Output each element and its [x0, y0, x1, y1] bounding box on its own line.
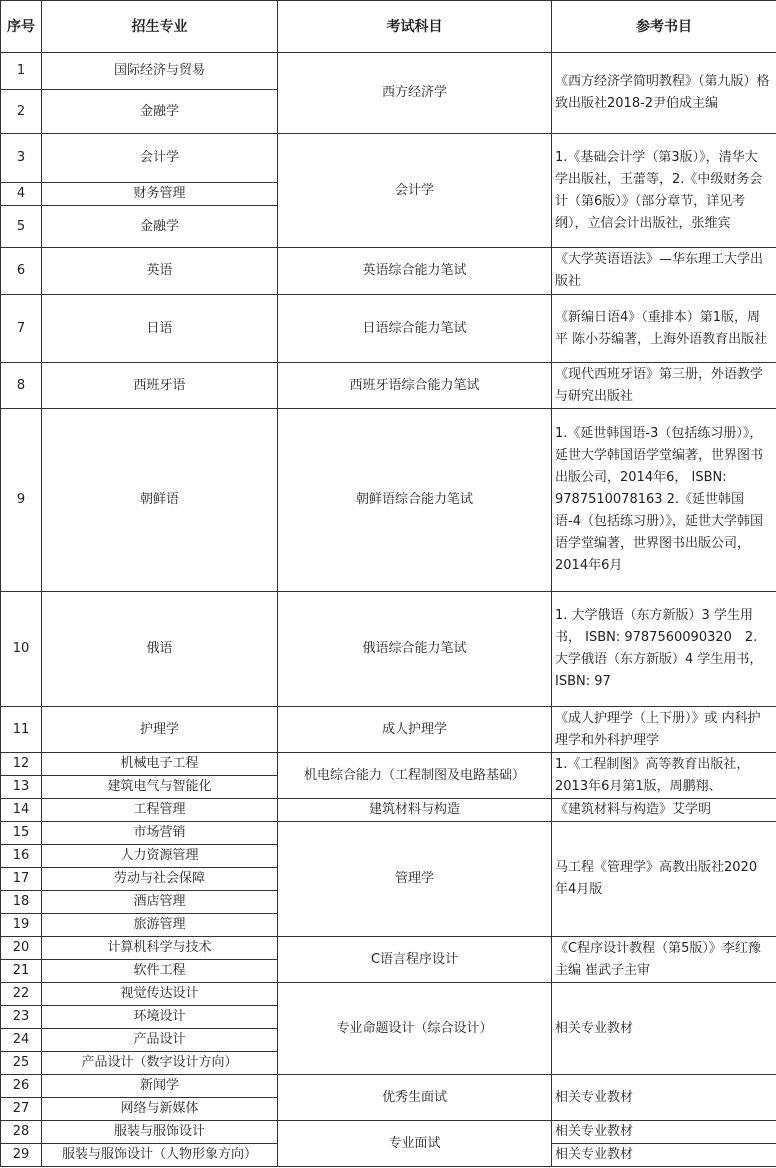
major-cell: 朝鲜语: [42, 409, 278, 592]
seq-cell: 1: [1, 53, 42, 90]
subject-cell: 日语综合能力笔试: [278, 295, 552, 363]
seq-cell: 23: [1, 1006, 42, 1029]
major-cell: 工程管理: [42, 799, 278, 822]
subject-cell: 机电综合能力（工程制图及电路基础）: [278, 753, 552, 799]
major-cell: 产品设计: [42, 1029, 278, 1052]
subject-cell: 专业命题设计（综合设计）: [278, 983, 552, 1075]
table-row: [1, 134, 776, 183]
seq-cell: 16: [1, 845, 42, 868]
major-cell: 劳动与社会保障: [42, 868, 278, 891]
header-books: 参考书目: [552, 1, 776, 53]
seq-cell: 25: [1, 1052, 42, 1075]
seq-cell: 21: [1, 960, 42, 983]
table-row: [1, 1121, 776, 1144]
books-cell: 相关专业教材: [552, 1075, 776, 1121]
major-cell: 财务管理: [42, 183, 278, 206]
seq-cell: 17: [1, 868, 42, 891]
major-cell: 产品设计（数字设计方向）: [42, 1052, 278, 1075]
books-cell: 马工程《管理学》高教出版社2020年4月版: [552, 822, 776, 937]
seq-cell: 14: [1, 799, 42, 822]
major-cell: 俄语: [42, 592, 278, 707]
subject-cell: 俄语综合能力笔试: [278, 592, 552, 707]
major-cell: 护理学: [42, 707, 278, 753]
books-cell: 1.《延世韩国语-3（包括练习册）》，延世大学韩国语学堂编著，世界图书出版公司，2014年6， ISBN: 9787510078163 2.《延世韩国语-4（包括练习册）》，延世大学韩国语学堂编著，世界图书出版公司，2014年6月: [552, 409, 776, 592]
major-cell: 日语: [42, 295, 278, 363]
table-row: [1, 592, 776, 707]
seq-cell: 22: [1, 983, 42, 1006]
subject-cell: 专业面试: [278, 1121, 552, 1167]
books-cell: 1.《基础会计学（第3版）》，清华大学出版社，王蕾等，2.《中级财务会计（第6版）》（部分章节，详见考纲），立信会计出版社，张维宾: [552, 134, 776, 248]
table-row: [1, 53, 776, 90]
seq-cell: 26: [1, 1075, 42, 1098]
books-cell: 《C程序设计教程（第5版）》李红豫主编 崔武子主审: [552, 937, 776, 983]
major-cell: 服装与服饰设计（人物形象方向）: [42, 1144, 278, 1167]
table-row: [1, 753, 776, 776]
books-cell: 相关专业教材: [552, 1144, 776, 1167]
seq-cell: 9: [1, 409, 42, 592]
seq-cell: 4: [1, 183, 42, 206]
seq-cell: 29: [1, 1144, 42, 1167]
books-cell: 《西方经济学简明教程》（第九版）格致出版社2018-2尹伯成主编: [552, 53, 776, 134]
books-cell: 《建筑材料与构造》艾学明: [552, 799, 776, 822]
major-cell: 西班牙语: [42, 363, 278, 409]
major-cell: 软件工程: [42, 960, 278, 983]
books-cell: 《现代西班牙语》第三册，外语教学与研究出版社: [552, 363, 776, 409]
seq-cell: 19: [1, 914, 42, 937]
subject-cell: 英语综合能力笔试: [278, 248, 552, 295]
major-cell: 人力资源管理: [42, 845, 278, 868]
books-cell: 1.《工程制图》高等教育出版社，2013年6月第1版，周鹏翔、: [552, 753, 776, 799]
seq-cell: 20: [1, 937, 42, 960]
major-cell: 国际经济与贸易: [42, 53, 278, 90]
subject-cell: 会计学: [278, 134, 552, 248]
header-seq: 序号: [1, 1, 42, 53]
seq-cell: 18: [1, 891, 42, 914]
table-row: [1, 248, 776, 295]
subject-cell: 建筑材料与构造: [278, 799, 552, 822]
major-cell: 金融学: [42, 90, 278, 134]
major-cell: 视觉传达设计: [42, 983, 278, 1006]
table-row: [1, 295, 776, 363]
subject-cell: 西班牙语综合能力笔试: [278, 363, 552, 409]
major-cell: 新闻学: [42, 1075, 278, 1098]
major-cell: 酒店管理: [42, 891, 278, 914]
seq-cell: 8: [1, 363, 42, 409]
seq-cell: 11: [1, 707, 42, 753]
major-cell: 网络与新媒体: [42, 1098, 278, 1121]
subject-cell: 朝鲜语综合能力笔试: [278, 409, 552, 592]
subject-cell: C语言程序设计: [278, 937, 552, 983]
major-cell: 会计学: [42, 134, 278, 183]
seq-cell: 28: [1, 1121, 42, 1144]
table-row: [1, 409, 776, 592]
seq-cell: 3: [1, 134, 42, 183]
subject-cell: 优秀生面试: [278, 1075, 552, 1121]
books-cell: 《新编日语4》（重排本）第1版，周平 陈小芬编著，上海外语教育出版社: [552, 295, 776, 363]
major-cell: 市场营销: [42, 822, 278, 845]
books-cell: 相关专业教材: [552, 1121, 776, 1144]
subject-cell: 西方经济学: [278, 53, 552, 134]
table-row: [1, 983, 776, 1006]
subject-cell: 成人护理学: [278, 707, 552, 753]
major-cell: 建筑电气与智能化: [42, 776, 278, 799]
table-row: [1, 363, 776, 409]
major-cell: 金融学: [42, 206, 278, 248]
seq-cell: 15: [1, 822, 42, 845]
books-cell: 1. 大学俄语（东方新版）3 学生用书， ISBN: 9787560090320 2. 大学俄语（东方新版）4 学生用书， ISBN: 97: [552, 592, 776, 707]
subject-cell: 管理学: [278, 822, 552, 937]
seq-cell: 27: [1, 1098, 42, 1121]
books-cell: 相关专业教材: [552, 983, 776, 1075]
header-major: 招生专业: [42, 1, 278, 53]
seq-cell: 2: [1, 90, 42, 134]
header-row: [1, 1, 776, 53]
major-cell: 旅游管理: [42, 914, 278, 937]
major-cell: 计算机科学与技术: [42, 937, 278, 960]
table-row: [1, 707, 776, 753]
table-row: [1, 799, 776, 822]
seq-cell: 24: [1, 1029, 42, 1052]
table-row: [1, 1075, 776, 1098]
books-cell: 《成人护理学（上下册）》或 内科护理学和外科护理学: [552, 707, 776, 753]
table-row: [1, 937, 776, 960]
major-cell: 英语: [42, 248, 278, 295]
seq-cell: 6: [1, 248, 42, 295]
seq-cell: 13: [1, 776, 42, 799]
seq-cell: 12: [1, 753, 42, 776]
books-cell: 《大学英语语法》—华东理工大学出版社: [552, 248, 776, 295]
seq-cell: 5: [1, 206, 42, 248]
seq-cell: 7: [1, 295, 42, 363]
major-cell: 服装与服饰设计: [42, 1121, 278, 1144]
major-cell: 机械电子工程: [42, 753, 278, 776]
header-subject: 考试科目: [278, 1, 552, 53]
seq-cell: 10: [1, 592, 42, 707]
major-cell: 环境设计: [42, 1006, 278, 1029]
table-row: [1, 822, 776, 845]
